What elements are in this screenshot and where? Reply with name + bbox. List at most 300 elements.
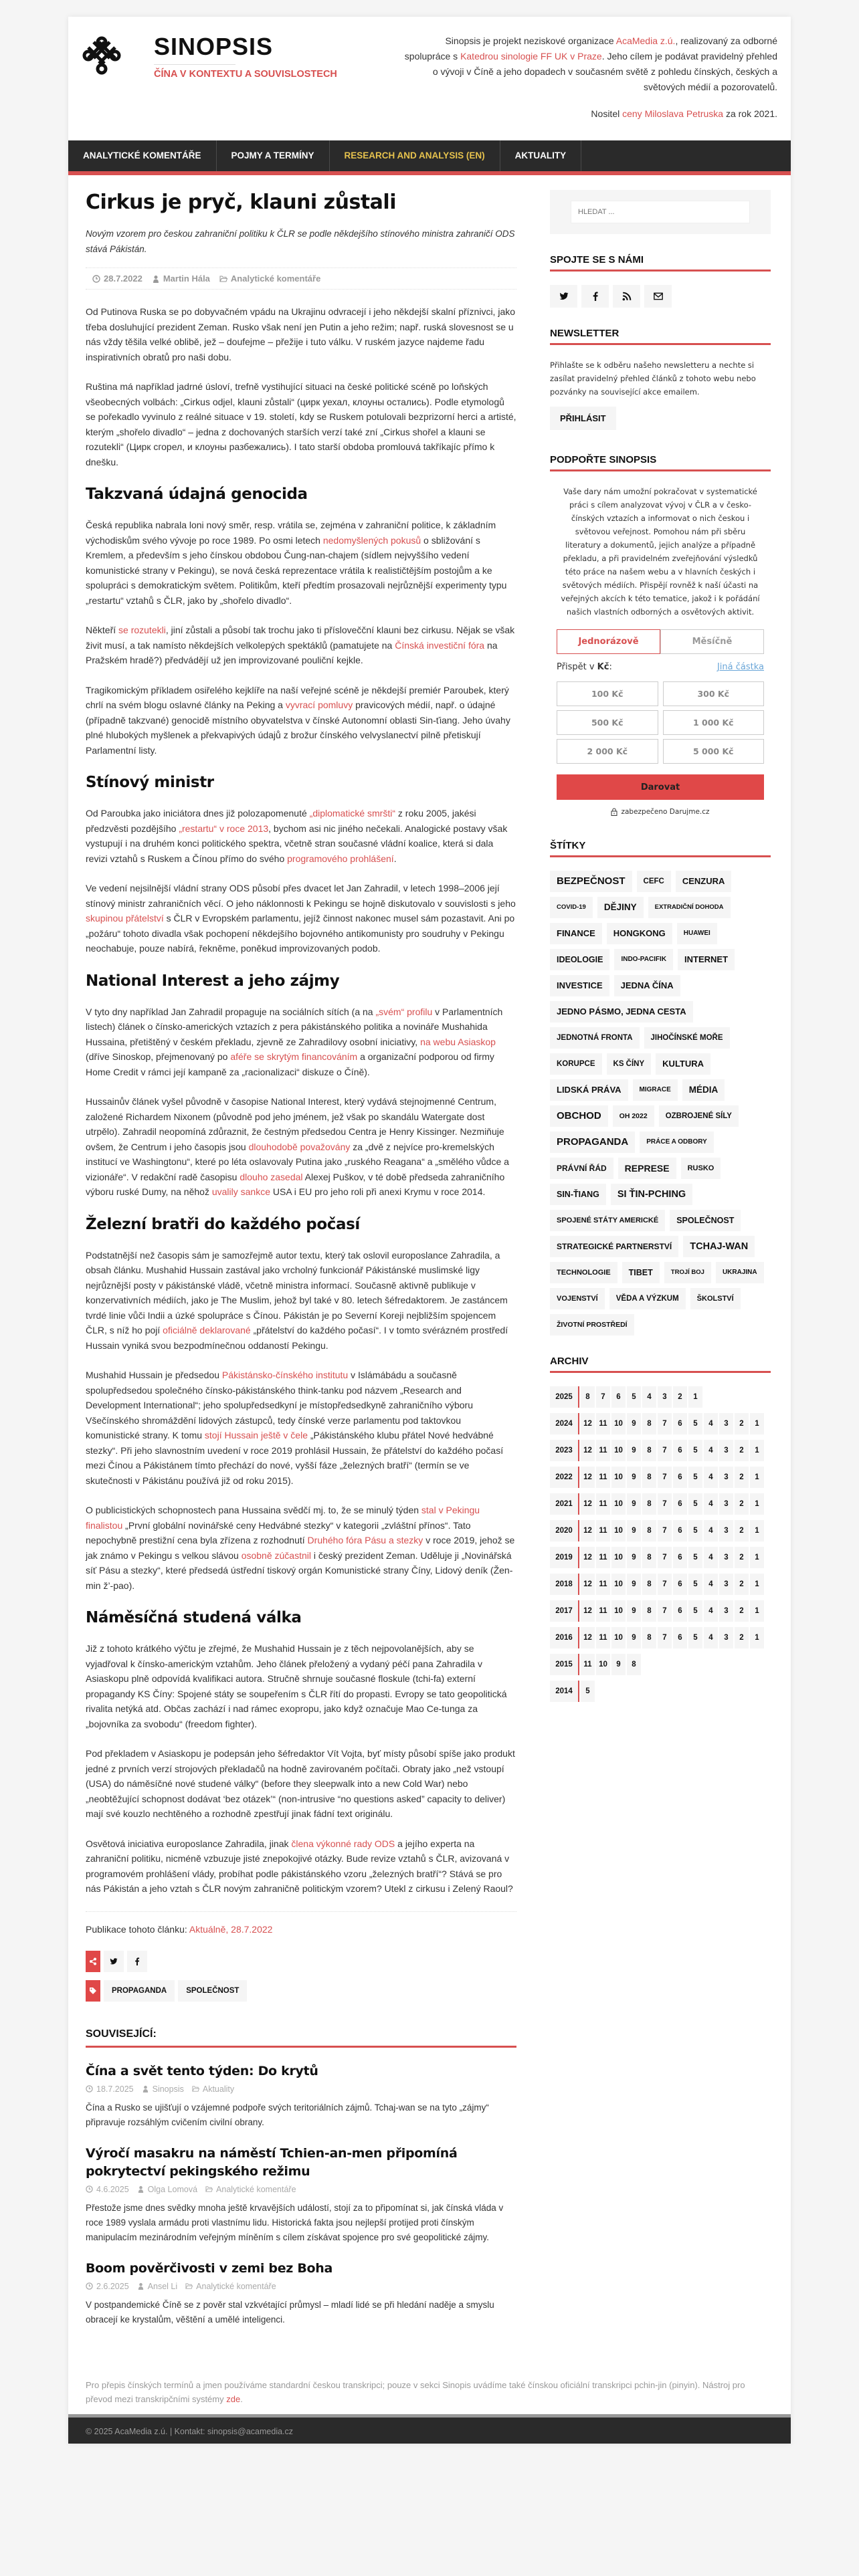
archive-row	[550, 1627, 771, 1648]
tag-cloud-item[interactable]: OBCHOD	[550, 1105, 608, 1127]
section-heading: National Interest a jeho zájmy	[86, 972, 340, 990]
donate-text: Vaše dary nám umožní pokračovat v systematické práci s cílem analyzovat vývoj v ČLR a v česko-čínských vztazích a informovat o nich českou i světovou veřejnost. Pomohou nám při sběru literatury a dokumentů, jejich analýze a případně překladu, a při pravidelném zveřejňování výsledků této práce na našem webu a v hlavních českých i světových médiích. Přispějí rovněž k naší účasti na veřejných akcích k této tematice, jakož i k pořádání našich vlastních odborných a osvětových aktivit.	[561, 487, 760, 617]
archive-month[interactable]: 9	[627, 1520, 641, 1541]
archive-row	[550, 1413, 771, 1434]
tag-cloud-item[interactable]: RUSKO	[681, 1158, 721, 1179]
archive-month[interactable]: 11	[596, 1440, 610, 1461]
archive-month[interactable]: 1	[750, 1413, 764, 1434]
archive-row	[550, 1654, 771, 1675]
related-excerpt: Přestože jsme dnes svědky mnoha ještě krvavějších událostí, stojí za to připomínat si, jak čínská vláda v roce 1989 vyslala armádu proti vlastnímu lidu. Historická fakta jsou nejlepší protijed proti čínským manipulacím mezinárodním veřejným míněním s cílem získávat spojence pro své geopolitické zájmy.	[86, 2202, 504, 2242]
archive-month[interactable]: 11	[596, 1627, 610, 1648]
archive-month[interactable]: 10	[611, 1440, 626, 1461]
archive-month[interactable]: 3	[719, 1627, 733, 1648]
amount-2000-button[interactable]: 2 000 Kč	[557, 739, 658, 764]
archive-month[interactable]: 9	[627, 1493, 641, 1515]
archive-month[interactable]: 4	[704, 1440, 718, 1461]
archive-month[interactable]: 10	[611, 1467, 626, 1488]
inline-link[interactable]: oficiálně deklarované	[163, 1325, 251, 1335]
inline-link[interactable]: aféře se skrytým financováním	[230, 1051, 358, 1062]
archive-month[interactable]: 8	[642, 1413, 656, 1434]
tag-cloud-item[interactable]: CENZURA	[676, 871, 732, 892]
related-author[interactable]: Sinopsis	[152, 2084, 184, 2094]
archive-month[interactable]: 1	[750, 1600, 764, 1622]
related-category[interactable]: Analytické komentáře	[216, 2184, 296, 2194]
archive-year[interactable]: 2014	[550, 1681, 579, 1702]
archive-month[interactable]: 8	[627, 1654, 641, 1675]
freq-once-button[interactable]: Jednorázově	[557, 629, 660, 654]
author-text[interactable]: Martin Hála	[163, 274, 210, 284]
archive-month[interactable]: 7	[596, 1386, 610, 1408]
archive-month[interactable]: 6	[673, 1574, 687, 1595]
inline-link[interactable]: programového prohlášení	[287, 853, 394, 864]
archive-month[interactable]: 11	[596, 1574, 610, 1595]
archive-month[interactable]: 4	[704, 1600, 718, 1622]
tag-cloud-item[interactable]: SPOJENÉ STÁTY AMERICKÉ	[550, 1210, 665, 1231]
archive-month[interactable]: 8	[642, 1493, 656, 1515]
inline-link[interactable]: stojí Hussain ještě v čele	[204, 1430, 308, 1440]
tag-cloud-item[interactable]: INVESTICE	[550, 975, 609, 996]
paragraph: Ve vedení nejsilnější vládní strany ODS působí přes dvacet let Jan Zahradil, v letech 1998–2006 její stínový ministr zahraničních věcí. O jeho náklonnosti k Pekingu se hojně diskutovalo v souvislosti s jeho skupinou přátelství s ČLR v Evropském parlamentu, jejíž činnost nakonec musel sám pozastavit. Ani po „požáru“ tohoto divadla však pochopení někdejšího bojovného antikomunisty pro soudruhy v Pekingu neochabuje, pouze nabírá, řekněme, poněkud improvizovaných podob.	[86, 883, 516, 954]
archive-month[interactable]: 1	[750, 1440, 764, 1461]
archive-month[interactable]: 9	[627, 1440, 641, 1461]
share-facebook-button[interactable]	[127, 1951, 147, 1972]
related-category[interactable]: Aktuality	[202, 2084, 235, 2094]
inline-link[interactable]: uvalily sankce	[211, 1186, 270, 1197]
archive-month[interactable]: 5	[627, 1386, 641, 1408]
archive-month[interactable]: 7	[658, 1574, 672, 1595]
user-icon	[137, 2185, 145, 2193]
source-label: Publikace tohoto článku:	[86, 1923, 189, 1935]
donate-widget	[550, 485, 771, 816]
tag-cloud-item[interactable]: KULTURA	[656, 1053, 710, 1075]
inline-link[interactable]: Pákistánsko-čínského institutu	[221, 1370, 349, 1380]
archive-year[interactable]: 2021	[550, 1493, 579, 1515]
archive-row	[550, 1386, 771, 1408]
archive-month[interactable]: 2	[735, 1627, 749, 1648]
paragraph: Tragikomickým příkladem osiřelého kejklíře na naší veřejné scéně je někdejší premiér Paroubek, který chrlí na svém blogu oslavné články na Peking a vyvrací pomluvy pravicových médií, např. o údajné (případně takzvané) genocidě místního obyvatelstva v čínské Autonomní oblasti Sin-ťiang. Jeho úvahy plné hlubokých myšlenek a překvapivých údajů z brožur čínského velvyslanectví pilně přetiskují Parlamentní listy.	[86, 684, 510, 756]
archive-month[interactable]: 1	[750, 1520, 764, 1541]
paragraph: Ruština má například jadrné úsloví, trefně vystihující situaci na české politické scéně po loňských všeobecných volbách: „Cirkus odjel, klauni zůstali“ (цирк уехал, клоуны остались). Podle etymologů se pořekadlo vyvinulo z reálné situace v 19. století, kdy se Ruskem potulovali bezprizorní herci a artisté, kterým „shořelo divadlo“ – jedna z dochovaných starších verzí také zní „Cirkus shořel a klauni se rozutekli“ (Цирк сгорел, и клоуны разбежались). I tato starší obdoba promlouvá takříkajíc přímo k dnešku.	[86, 381, 516, 467]
article-date	[92, 274, 142, 284]
archive-month[interactable]: 3	[719, 1574, 733, 1595]
related-category[interactable]: Analytické komentáře	[196, 2281, 276, 2291]
archive-year[interactable]: 2020	[550, 1520, 579, 1541]
archive-month[interactable]: 8	[642, 1467, 656, 1488]
paragraph: Osvětová iniciativa europoslance Zahradila, jinak člena výkonné rady ODS a jejího experta na zahraniční politiku, nicméně vzbuzuje jisté znepokojivé otázky. Bude revize vztahů s ČLR, avizovaná v programovém prohlášení vlády, probíhat podle pákistánského vzoru „železných bratří“? Stává se pro nás Pákistán a jeho vztah s ČLR novým zahraničně politickým vzorem? Utekl z cirkusu i Zelený Raoul?	[86, 1838, 513, 1894]
category-text[interactable]: Analytické komentáře	[230, 274, 321, 284]
amount-label-row	[557, 662, 764, 672]
archive-month[interactable]: 10	[611, 1520, 626, 1541]
inline-link[interactable]: člena výkonné rady ODS	[291, 1838, 395, 1849]
archive-month[interactable]: 5	[688, 1574, 702, 1595]
archive-month[interactable]: 2	[735, 1520, 749, 1541]
tag-cloud-item[interactable]: JEDNOTNÁ FRONTA	[550, 1027, 640, 1049]
archive-month[interactable]: 3	[658, 1386, 672, 1408]
archive-month[interactable]: 10	[611, 1493, 626, 1515]
archive-month[interactable]: 9	[627, 1627, 641, 1648]
nav-item-aktuality[interactable]: AKTUALITY	[500, 140, 582, 171]
inline-link[interactable]: stal v Pekingu finalistou	[86, 1505, 480, 1531]
archive-month[interactable]: 10	[611, 1574, 626, 1595]
tag-cloud-item[interactable]: LIDSKÁ PRÁVA	[550, 1079, 628, 1101]
archive-month[interactable]: 8	[581, 1386, 595, 1408]
archive-month[interactable]: 3	[719, 1493, 733, 1515]
archive-row	[550, 1600, 771, 1622]
article-source	[86, 1911, 516, 1935]
transcription-tool-link[interactable]: zde	[226, 2393, 241, 2404]
article-author[interactable]	[152, 274, 210, 284]
tag-cloud-item[interactable]: MÉDIA	[682, 1079, 725, 1101]
archive-month[interactable]: 9	[627, 1413, 641, 1434]
site-header	[68, 17, 791, 140]
desc-text: Sinopsis je projekt neziskové organizace	[445, 35, 616, 46]
paragraph: Od Putinova Ruska se po dobyvačném vpádu na Ukrajinu odvracejí i jeho někdejší skalní příznivci, jako třeba dosluhující prezident Zeman. Rusko však není jen Putin a jeho režim; např. ruská slovesnost se u nás vždy těšila velké oblibě, jež – doufejme – přežije i tuto válku. V ruském jazyce najdeme řadu inspirativních obratů pro naši dobu.	[86, 306, 516, 362]
archive-month[interactable]: 2	[735, 1440, 749, 1461]
archive-month[interactable]: 6	[611, 1386, 626, 1408]
tag-cloud-item[interactable]: TCHAJ-WAN	[683, 1236, 755, 1257]
archive-month[interactable]: 2	[735, 1493, 749, 1515]
archive-month[interactable]: 11	[596, 1493, 610, 1515]
tag-cloud-item[interactable]: IDEOLOGIE	[550, 949, 609, 970]
archive-month[interactable]: 2	[735, 1574, 749, 1595]
nav-item-analyticke-komentare[interactable]: ANALYTICKÉ KOMENTÁŘE	[68, 140, 217, 171]
paragraph: Hussainův článek vyšel původně v časopise National Interest, který vydává stejnojmenné Centrum, založené Richardem Nixonem (původně pod jeho jménem, jež však po skandálu Watergate dost utrpělo). Zahradil neopomíná zdůraznit, že čestným předsedou Centra je Henry Kissinger. Nezmiňuje ovšem, že Centrum i jeho časopis jsou dlouhodobě považovány za „dvě z nejvíce pro-kremelských institucí ve Washingtonu“, které po léta oslavovaly Putina jako „ruského Reagana“ a „smělého vůdce a vizionáře“. V redakční radě časopisu dlouho zasedal Alexej Puškov, v té době předseda zahraničního výboru ruské Dumy, na něhož uvalily sankce USA i EU pro jeho roli při anexi Krymu v roce 2014.	[86, 1096, 509, 1197]
title-divider	[154, 64, 235, 65]
archive-month[interactable]: 7	[658, 1467, 672, 1488]
archive-year[interactable]: 2015	[550, 1654, 579, 1675]
inline-link[interactable]: dlouhodobě považovány	[248, 1141, 351, 1152]
tag-cloud-item[interactable]: OH 2022	[613, 1105, 654, 1127]
tag-cloud-item[interactable]: UKRAJINA	[716, 1262, 764, 1283]
archive-month[interactable]: 9	[627, 1547, 641, 1568]
archive-month[interactable]: 4	[704, 1467, 718, 1488]
archive-year[interactable]: 2023	[550, 1440, 579, 1461]
facebook-button[interactable]	[581, 285, 609, 308]
archive-month[interactable]: 1	[688, 1386, 702, 1408]
archive-month[interactable]: 8	[642, 1574, 656, 1595]
related-title[interactable]: Čína a svět tento týden: Do krytů	[86, 2063, 318, 2078]
archive-month[interactable]: 2	[735, 1467, 749, 1488]
tag-cloud-item[interactable]: ŠKOLSTVÍ	[690, 1288, 741, 1309]
clock-icon	[86, 2085, 93, 2092]
share-twitter-button[interactable]	[104, 1951, 124, 1972]
archive-month[interactable]: 8	[642, 1520, 656, 1541]
archive-month[interactable]: 3	[719, 1467, 733, 1488]
archive-month[interactable]: 9	[627, 1467, 641, 1488]
tags-heading: ŠTÍTKY	[550, 840, 771, 857]
archive-month[interactable]: 5	[688, 1520, 702, 1541]
archive-month[interactable]: 12	[581, 1520, 595, 1541]
archive-year[interactable]: 2019	[550, 1547, 579, 1568]
amount-1000-button[interactable]: 1 000 Kč	[663, 710, 765, 735]
archive-month[interactable]: 5	[688, 1627, 702, 1648]
amount-label: Přispět v Kč:	[557, 662, 612, 672]
related-author[interactable]: Olga Lomová	[147, 2184, 198, 2194]
archive-month[interactable]: 9	[627, 1600, 641, 1622]
archive-month[interactable]: 12	[581, 1574, 595, 1595]
user-icon	[152, 275, 160, 283]
date-text: 28.7.2022	[104, 274, 142, 284]
amount-5000-button[interactable]: 5 000 Kč	[663, 739, 765, 764]
inline-link[interactable]: Druhého fóra Pásu a stezky	[307, 1535, 423, 1545]
freq-monthly-button[interactable]: Měsíčně	[660, 629, 764, 654]
archive-month[interactable]: 5	[688, 1600, 702, 1622]
tag-cloud-item[interactable]: OZBROJENÉ SÍLY	[659, 1105, 739, 1127]
archive-month[interactable]: 10	[596, 1654, 610, 1675]
archive-year[interactable]: 2017	[550, 1600, 579, 1622]
email-button[interactable]	[644, 285, 672, 308]
inline-link[interactable]: osobně zúčastnil	[241, 1549, 311, 1561]
archive-list	[550, 1386, 771, 1702]
clock-icon	[86, 2282, 93, 2290]
archive-month[interactable]: 2	[735, 1547, 749, 1568]
archive-month[interactable]: 5	[688, 1413, 702, 1434]
archive-month[interactable]: 1	[750, 1574, 764, 1595]
archive-month[interactable]: 3	[719, 1600, 733, 1622]
share-icon	[86, 1951, 100, 1972]
rss-button[interactable]	[613, 285, 640, 308]
tag-cloud-item[interactable]: TROJÍ BOJ	[664, 1262, 711, 1283]
tag-cloud-item[interactable]: DĚJINY	[597, 897, 644, 918]
archive-month[interactable]: 2	[735, 1600, 749, 1622]
archive-row	[550, 1467, 771, 1488]
archive-month[interactable]: 3	[719, 1413, 733, 1434]
archive-month[interactable]: 8	[642, 1547, 656, 1568]
archive-month[interactable]: 11	[581, 1654, 595, 1675]
archive-month[interactable]: 12	[581, 1547, 595, 1568]
archive-month[interactable]: 7	[658, 1627, 672, 1648]
envelope-icon	[654, 292, 663, 301]
tag-propaganda[interactable]: PROPAGANDA	[104, 1980, 175, 2002]
archive-year[interactable]: 2022	[550, 1467, 579, 1488]
archive-month[interactable]: 7	[658, 1413, 672, 1434]
archive-month[interactable]: 2	[673, 1386, 687, 1408]
inline-link[interactable]: vyvrací pomluvy	[285, 700, 353, 710]
amount-options	[557, 681, 764, 764]
archive-month[interactable]: 4	[704, 1627, 718, 1648]
archive-month[interactable]: 10	[611, 1547, 626, 1568]
archive-month[interactable]: 7	[658, 1440, 672, 1461]
archive-month[interactable]: 4	[704, 1520, 718, 1541]
site-title[interactable]: SINOPSIS	[154, 33, 274, 60]
archive-month[interactable]: 10	[611, 1413, 626, 1434]
twitter-button[interactable]	[550, 285, 577, 308]
tag-cloud-item[interactable]: PRÁCE A ODBORY	[640, 1132, 714, 1153]
archive-month[interactable]: 11	[596, 1547, 610, 1568]
archive-month[interactable]: 11	[596, 1520, 610, 1541]
amount-500-button[interactable]: 500 Kč	[557, 710, 658, 735]
acamedia-link[interactable]: AcaMedia z.ú.	[615, 35, 676, 46]
content-area	[68, 175, 791, 2362]
archive-month[interactable]: 5	[688, 1440, 702, 1461]
archive-month[interactable]: 11	[596, 1467, 610, 1488]
tag-cloud-item[interactable]: MIGRACE	[633, 1079, 678, 1101]
archive-row	[550, 1574, 771, 1595]
archive-year[interactable]: 2025	[550, 1386, 579, 1408]
related-author[interactable]: Ansel Li	[147, 2281, 178, 2291]
archive-month[interactable]: 6	[673, 1600, 687, 1622]
search-input[interactable]	[571, 201, 750, 223]
tag-cloud-item[interactable]: KS ČÍNY	[607, 1053, 652, 1075]
archive-month[interactable]: 1	[750, 1547, 764, 1568]
tag-cloud-item[interactable]: REPRESE	[618, 1158, 676, 1179]
inline-link[interactable]: „svém“ profilu	[375, 1006, 433, 1017]
endless-knot-logo-icon[interactable]	[82, 35, 122, 76]
tag-cloud-item[interactable]: COVID-19	[550, 897, 593, 918]
tag-cloud-item[interactable]: FINANCE	[550, 923, 602, 944]
article-category[interactable]	[219, 274, 320, 284]
tag-cloud-item[interactable]: JEDNA ČÍNA	[614, 975, 680, 996]
tag-cloud-item[interactable]: TECHNOLOGIE	[550, 1262, 617, 1283]
inline-link[interactable]: „diplomatické smršti“	[309, 808, 396, 819]
sidebar	[530, 175, 791, 2362]
paragraph: Již z tohoto krátkého výčtu je zřejmé, že Mushahid Hussain je z těch nejpovolanějších, aby se vyjadřoval k čínsko-americkým vztahům. Jeho článek přeložený a vydaný péčí pana Zahradila v Asiaskopu plně odpovídá kvalifikaci autora. Stručně shrnuje současné floskule (tchi-fa) externí propagandy KS Číny: Spojené státy se soupeřením s ČLR řítí do propasti. Evropy se tato geopolitická rivalita netýká atd. Občas zachází i nad rámec exopropu, jako když označuje Mao Ce-tunga za „bojovníka za svobodu“ (freedom fighter).	[86, 1643, 507, 1729]
archive-month[interactable]: 3	[719, 1440, 733, 1461]
tag-cloud-item[interactable]: SI ŤIN-PCHING	[611, 1184, 692, 1205]
tag-cloud-item[interactable]: BEZPEČNOST	[550, 871, 632, 892]
secured-text: zabezpečeno Darujme.cz	[621, 808, 710, 816]
support-heading: PODPOŘTE SINOPSIS	[550, 454, 771, 471]
archive-month[interactable]: 7	[658, 1520, 672, 1541]
archive-month[interactable]: 6	[673, 1493, 687, 1515]
inline-link[interactable]: na webu Asiaskop	[420, 1036, 496, 1047]
archive-month[interactable]: 6	[673, 1627, 687, 1648]
tag-cloud-item[interactable]: JIHOČÍNSKÉ MOŘE	[644, 1027, 730, 1049]
section-heading: Stínový ministr	[86, 774, 214, 791]
tag-cloud-item[interactable]: VOJENSTVÍ	[550, 1288, 605, 1309]
inline-link[interactable]: „restartu“ v roce 2013	[179, 823, 269, 834]
related-excerpt: Čína a Rusko se ujišťují o vzájemné podpoře svých teritoriálních zájmů. Tchaj-wan se na tyto „zájmy“ připravuje rozsáhlým cvičením civilní obrany.	[86, 2102, 489, 2127]
archive-month[interactable]: 7	[658, 1600, 672, 1622]
archive-month[interactable]: 5	[688, 1467, 702, 1488]
newsletter-text: Přihlašte se k odběru našeho newsletteru a nechte si zasílat pravidelný přehled článků z tohoto webu nebo pozvánky na související akce emailem.	[550, 360, 756, 397]
award-link[interactable]: ceny Miloslava Petruska	[622, 108, 724, 119]
tag-cloud-item[interactable]: TIBET	[622, 1262, 660, 1283]
archive-month[interactable]: 5	[688, 1547, 702, 1568]
tag-cloud-item[interactable]: SPOLEČNOST	[670, 1210, 741, 1231]
archive-month[interactable]: 8	[642, 1440, 656, 1461]
archive-month[interactable]: 6	[673, 1467, 687, 1488]
archive-month[interactable]: 1	[750, 1467, 764, 1488]
tag-cloud-item[interactable]: STRATEGICKÉ PARTNERSTVÍ	[550, 1236, 678, 1257]
inline-link[interactable]: nedomyšlených pokusů	[322, 534, 421, 546]
donate-button[interactable]: Darovat	[557, 774, 764, 800]
archive-month[interactable]: 7	[658, 1547, 672, 1568]
archive-month[interactable]: 5	[581, 1681, 595, 1702]
archive-month[interactable]: 4	[704, 1413, 718, 1434]
archive-month[interactable]: 7	[658, 1493, 672, 1515]
related-article	[86, 2260, 516, 2327]
archive-month[interactable]: 12	[581, 1627, 595, 1648]
tag-cloud-item[interactable]: HUAWEI	[677, 923, 717, 944]
tag-cloud-item[interactable]: HONGKONG	[607, 923, 672, 944]
tag-cloud-item[interactable]: CEFC	[637, 871, 671, 892]
archive-year[interactable]: 2016	[550, 1627, 579, 1648]
nav-item-research-and-analysis[interactable]: RESEARCH AND ANALYSIS (EN)	[330, 140, 500, 171]
section-heading: Takzvaná údajná genocida	[86, 486, 308, 503]
archive-month[interactable]: 5	[688, 1493, 702, 1515]
tag-cloud-item[interactable]: INDO-PACIFIK	[614, 949, 673, 970]
archive-month[interactable]: 2	[735, 1413, 749, 1434]
archive-month[interactable]: 3	[719, 1547, 733, 1568]
archive-month[interactable]: 6	[673, 1547, 687, 1568]
archive-month[interactable]: 4	[704, 1574, 718, 1595]
subscribe-button[interactable]: PŘIHLÁSIT	[550, 407, 616, 430]
tag-cloud-item[interactable]: SIN-ŤIANG	[550, 1184, 606, 1205]
related-title[interactable]: Výročí masakru na náměstí Tchien-an-men připomíná pokrytectví pekingského režimu	[86, 2145, 458, 2179]
nav-item-pojmy-a-terminy[interactable]: POJMY A TERMÍNY	[217, 140, 330, 171]
archive-month[interactable]: 12	[581, 1467, 595, 1488]
inline-link[interactable]: skupinou přátelství	[86, 913, 164, 924]
desc-text: . Jeho cílem je podávat pravidelný přehled o vývoji v Číně a jeho dopadech v současném světě z pohledu čínských, českých a světových médií a pozorovatelů.	[432, 51, 777, 92]
archive-month[interactable]: 12	[581, 1493, 595, 1515]
tag-cloud-item[interactable]: EXTRADIČNÍ DOHODA	[648, 897, 731, 918]
archive-month[interactable]: 1	[750, 1627, 764, 1648]
tag-cloud-item[interactable]: PRÁVNÍ ŘÁD	[550, 1158, 613, 1179]
archive-month[interactable]: 11	[596, 1413, 610, 1434]
archive-month[interactable]: 1	[750, 1493, 764, 1515]
other-amount-link[interactable]: Jiná částka	[717, 662, 764, 672]
archive-month[interactable]: 10	[611, 1627, 626, 1648]
share-bar	[86, 1951, 516, 1972]
archive-month[interactable]: 8	[642, 1627, 656, 1648]
tag-cloud-item[interactable]: INTERNET	[678, 949, 735, 970]
archive-year[interactable]: 2024	[550, 1413, 579, 1434]
archive-month[interactable]: 4	[642, 1386, 656, 1408]
archive-month[interactable]: 12	[581, 1440, 595, 1461]
tag-cloud	[550, 871, 771, 1335]
facebook-icon	[133, 1957, 141, 1965]
archive-row	[550, 1493, 771, 1515]
inline-link[interactable]: dlouho zasedal	[240, 1171, 303, 1182]
archive-month[interactable]: 9	[627, 1574, 641, 1595]
archive-month[interactable]: 10	[611, 1600, 626, 1622]
rss-icon	[622, 292, 632, 301]
related-date: 18.7.2025	[96, 2084, 134, 2094]
archive-year[interactable]: 2018	[550, 1574, 579, 1595]
archive-month[interactable]: 6	[673, 1520, 687, 1541]
archive-row	[550, 1520, 771, 1541]
tag-cloud-item[interactable]: JEDNO PÁSMO, JEDNA CESTA	[550, 1001, 693, 1023]
search-widget	[550, 190, 771, 234]
archive-month[interactable]: 8	[642, 1600, 656, 1622]
archive-month[interactable]: 6	[673, 1413, 687, 1434]
tag-cloud-item[interactable]: PROPAGANDA	[550, 1132, 635, 1153]
archive-month[interactable]: 12	[581, 1413, 595, 1434]
source-link[interactable]: Aktuálně, 28.7.2022	[189, 1923, 273, 1935]
site-tagline: ČÍNA V KONTEXTU A SOUVISLOSTECH	[154, 69, 337, 80]
archive-row	[550, 1547, 771, 1568]
social-links	[550, 285, 771, 308]
inline-link[interactable]: se rozutekli	[118, 625, 166, 635]
inline-link[interactable]: Čínská investiční fóra	[395, 639, 485, 651]
amount-100-button[interactable]: 100 Kč	[557, 681, 658, 706]
tag-cloud-item[interactable]: KORUPCE	[550, 1053, 602, 1075]
archive-month[interactable]: 4	[704, 1547, 718, 1568]
tag-cloud-item[interactable]: ŽIVOTNÍ PROSTŘEDÍ	[550, 1314, 634, 1335]
archive-month[interactable]: 11	[596, 1600, 610, 1622]
related-title[interactable]: Boom pověrčivosti v zemi bez Boha	[86, 2260, 333, 2276]
archive-month[interactable]: 9	[611, 1654, 626, 1675]
archive-month[interactable]: 3	[719, 1520, 733, 1541]
amount-300-button[interactable]: 300 Kč	[663, 681, 765, 706]
tag-spolecnost[interactable]: SPOLEČNOST	[178, 1980, 247, 2002]
tag-cloud-item[interactable]: VĚDA A VÝZKUM	[609, 1288, 686, 1309]
archive-month[interactable]: 4	[704, 1493, 718, 1515]
katedra-link[interactable]: Katedrou sinologie FF UK v Praze	[460, 51, 602, 62]
archive-month[interactable]: 12	[581, 1600, 595, 1622]
archive-month[interactable]: 6	[673, 1440, 687, 1461]
